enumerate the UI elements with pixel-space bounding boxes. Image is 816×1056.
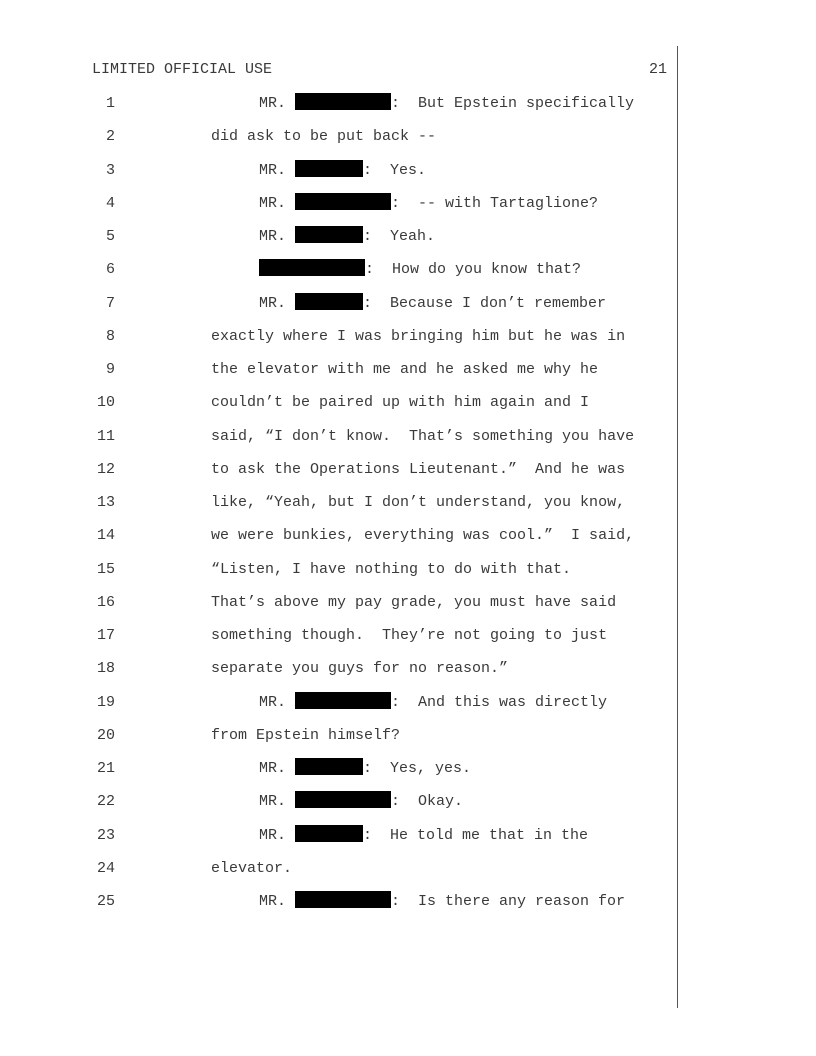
redaction-box xyxy=(295,160,363,177)
line-number: 6 xyxy=(105,261,115,278)
line-text: the elevator with me and he asked me why he xyxy=(211,361,599,378)
line-number: 4 xyxy=(105,195,115,212)
redaction-box xyxy=(295,93,391,110)
line-text: elevator. xyxy=(211,860,293,877)
testimony-text xyxy=(211,492,625,514)
line-number: 22 xyxy=(96,793,115,810)
speaker-line xyxy=(259,193,598,215)
redaction-box xyxy=(295,758,363,775)
speaker-title: MR. xyxy=(259,162,296,179)
line-number: 17 xyxy=(96,627,115,644)
speaker-title: MR. xyxy=(259,95,296,112)
redaction-box xyxy=(295,891,391,908)
transcript-line xyxy=(0,126,816,148)
speaker-title: MR. xyxy=(259,760,296,777)
transcript-line xyxy=(0,858,816,880)
testimony-text xyxy=(211,658,508,680)
transcript-line xyxy=(0,825,816,847)
line-text: said, “I don’t know. That’s something you have xyxy=(211,428,635,445)
testimony-text xyxy=(211,392,589,414)
transcript-line xyxy=(0,592,816,614)
line-number: 10 xyxy=(96,394,115,411)
speaker-title: MR. xyxy=(259,694,296,711)
line-text: That’s above my pay grade, you must have said xyxy=(211,594,617,611)
testimony-text xyxy=(211,858,292,880)
transcript-line xyxy=(0,359,816,381)
redaction-box xyxy=(295,791,391,808)
speaker-line xyxy=(259,226,435,248)
line-text: to ask the Operations Lieutenant.” And he was xyxy=(211,461,626,478)
speaker-line xyxy=(259,293,606,315)
transcript-line xyxy=(0,459,816,481)
transcript-line xyxy=(0,93,816,115)
speaker-line xyxy=(259,692,607,714)
line-text: : Okay. xyxy=(391,793,464,810)
line-text: like, “Yeah, but I don’t understand, you know, xyxy=(211,494,626,511)
transcript-line xyxy=(0,758,816,780)
line-number: 20 xyxy=(96,727,115,744)
line-number: 21 xyxy=(96,760,115,777)
transcript-line xyxy=(0,525,816,547)
transcript-line xyxy=(0,559,816,581)
redaction-box xyxy=(295,293,363,310)
testimony-text xyxy=(211,625,607,647)
classification-marking: LIMITED OFFICIAL USE xyxy=(92,61,273,78)
line-text: : Because I don’t remember xyxy=(363,295,607,312)
speaker-line xyxy=(259,160,426,182)
line-number: 1 xyxy=(105,95,115,112)
transcript-line xyxy=(0,326,816,348)
testimony-text xyxy=(211,559,571,581)
testimony-text xyxy=(211,592,616,614)
redaction-box xyxy=(295,193,391,210)
redaction-box xyxy=(295,825,363,842)
line-number: 3 xyxy=(105,162,115,179)
line-text: couldn’t be paired up with him again and I xyxy=(211,394,590,411)
line-number: 12 xyxy=(96,461,115,478)
redaction-box xyxy=(295,226,363,243)
line-text: : Yes. xyxy=(363,162,427,179)
speaker-line xyxy=(259,259,581,281)
line-text: exactly where I was bringing him but he was in xyxy=(211,328,626,345)
speaker-title: MR. xyxy=(259,893,296,910)
transcript-line xyxy=(0,293,816,315)
transcript-line xyxy=(0,492,816,514)
page-number: 21 xyxy=(649,61,668,78)
transcript-line xyxy=(0,193,816,215)
line-text: : Is there any reason for xyxy=(391,893,626,910)
line-text: : Yeah. xyxy=(363,228,436,245)
transcript-line xyxy=(0,259,816,281)
testimony-text xyxy=(211,126,436,148)
transcript-line xyxy=(0,160,816,182)
speaker-title: MR. xyxy=(259,195,296,212)
line-number: 7 xyxy=(105,295,115,312)
line-text: : Yes, yes. xyxy=(363,760,472,777)
speaker-line xyxy=(259,791,463,813)
line-text: : But Epstein specifically xyxy=(391,95,635,112)
line-number: 23 xyxy=(96,827,115,844)
line-number: 11 xyxy=(96,428,115,445)
speaker-title: MR. xyxy=(259,793,296,810)
line-text: separate you guys for no reason.” xyxy=(211,660,509,677)
speaker-line xyxy=(259,93,634,115)
line-number: 19 xyxy=(96,694,115,711)
redaction-box xyxy=(259,259,365,276)
line-number: 15 xyxy=(96,561,115,578)
transcript-line xyxy=(0,891,816,913)
line-text: something though. They’re not going to just xyxy=(211,627,608,644)
line-text: did ask to be put back -- xyxy=(211,128,437,145)
testimony-text xyxy=(211,459,625,481)
line-number: 16 xyxy=(96,594,115,611)
testimony-text xyxy=(211,725,400,747)
line-number: 13 xyxy=(96,494,115,511)
testimony-text xyxy=(211,426,634,448)
line-number: 14 xyxy=(96,527,115,544)
line-number: 8 xyxy=(105,328,115,345)
transcript-line xyxy=(0,658,816,680)
testimony-text xyxy=(211,525,634,547)
speaker-title: MR. xyxy=(259,827,296,844)
transcript-line xyxy=(0,725,816,747)
line-text: : He told me that in the xyxy=(363,827,589,844)
transcript-line xyxy=(0,692,816,714)
line-text: from Epstein himself? xyxy=(211,727,401,744)
speaker-title: MR. xyxy=(259,295,296,312)
speaker-line xyxy=(259,825,588,847)
redaction-box xyxy=(295,692,391,709)
speaker-line xyxy=(259,758,471,780)
line-number: 24 xyxy=(96,860,115,877)
transcript-line xyxy=(0,426,816,448)
line-number: 18 xyxy=(96,660,115,677)
transcript-line xyxy=(0,791,816,813)
line-number: 25 xyxy=(96,893,115,910)
testimony-text xyxy=(211,326,625,348)
testimony-text xyxy=(211,359,598,381)
line-text: : How do you know that? xyxy=(365,261,582,278)
line-text: we were bunkies, everything was cool.” I said, xyxy=(211,527,635,544)
speaker-line xyxy=(259,891,625,913)
line-text: : -- with Tartaglione? xyxy=(391,195,599,212)
line-text: : And this was directly xyxy=(391,694,608,711)
line-number: 2 xyxy=(105,128,115,145)
line-number: 5 xyxy=(105,228,115,245)
line-text: “Listen, I have nothing to do with that. xyxy=(211,561,572,578)
transcript-line xyxy=(0,226,816,248)
speaker-title: MR. xyxy=(259,228,296,245)
transcript-line xyxy=(0,625,816,647)
transcript-line xyxy=(0,392,816,414)
line-number: 9 xyxy=(105,361,115,378)
